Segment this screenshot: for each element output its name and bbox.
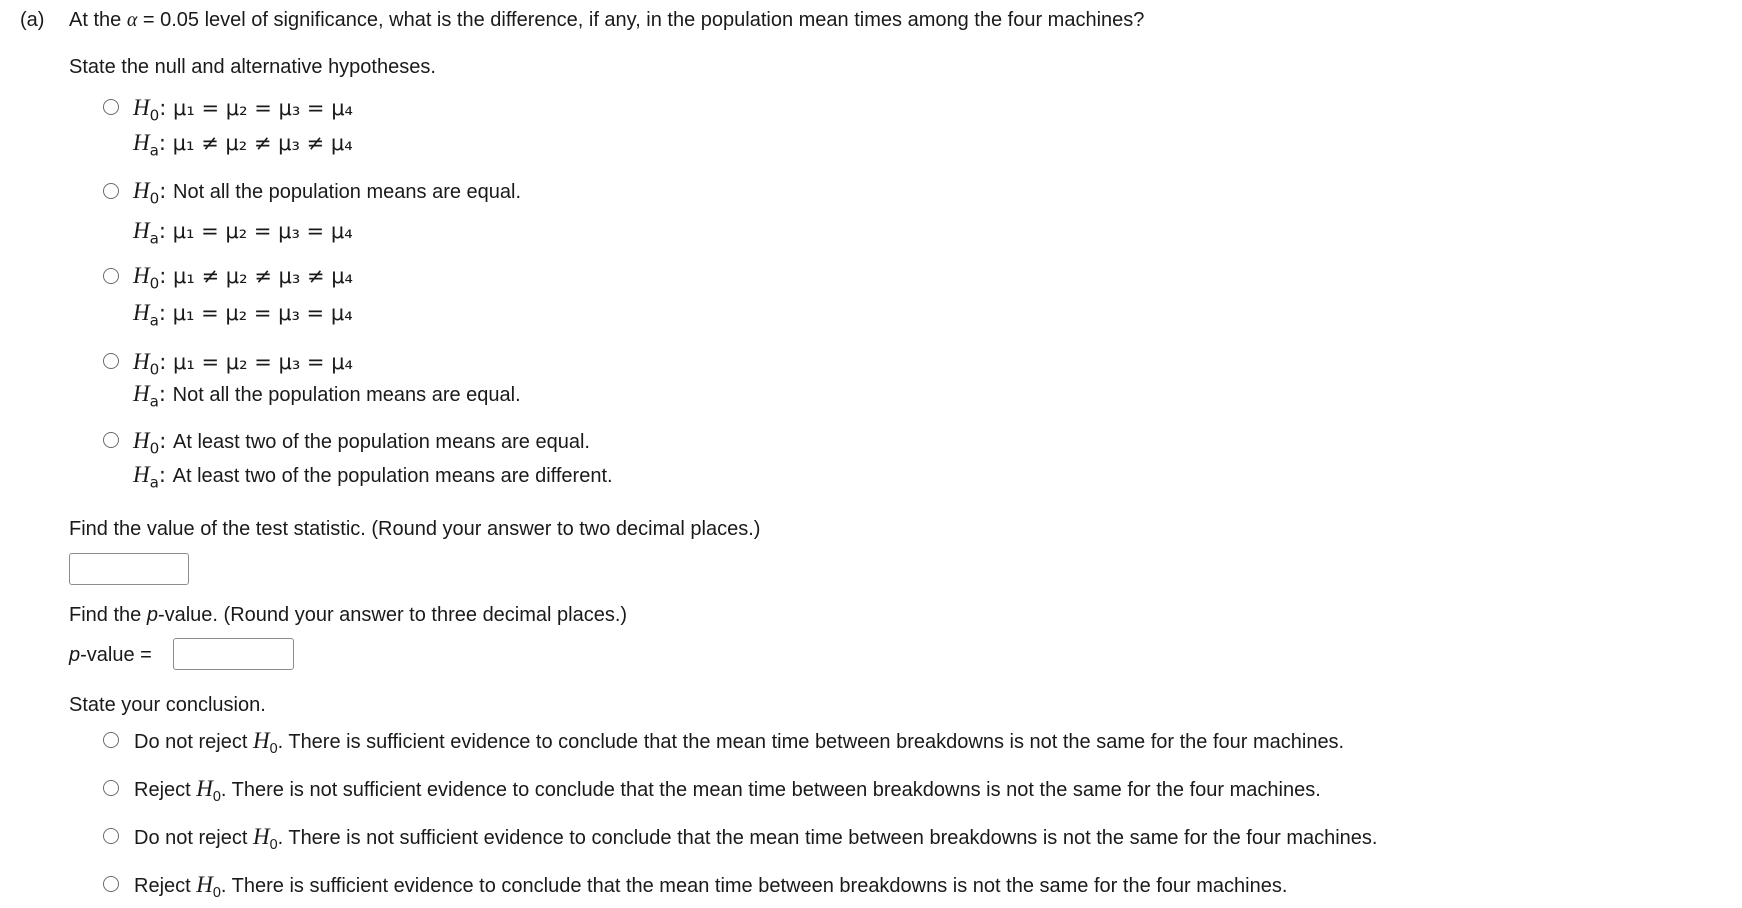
test-statistic-instruction: Find the value of the test statistic. (Round your answer to two decimal places.) — [69, 518, 761, 540]
p-value-input[interactable] — [173, 638, 294, 670]
conclusion-option-2-text: Reject $H_0$. There is not sufficient evidence to conclude that the mean time between breakdowns is not the same for the four machines. — [134, 776, 1321, 806]
conclusion-option-3-text: Do not reject $H_0$. There is not sufficient evidence to conclude that the mean time between breakdowns is not the same for the four machines. — [134, 824, 1378, 854]
conclusion-option-1-text: Do not reject $H_0$. There is sufficient evidence to conclude that the mean time between breakdowns is not the same for the four machines. — [134, 728, 1345, 758]
hypothesis-option-5-radio[interactable] — [103, 432, 119, 448]
conclusion-option-4-radio[interactable] — [103, 876, 119, 892]
conclusion-option-4-text: Reject $H_0$. There is sufficient evidence to conclude that the mean time between breakdowns is not the same for the four machines. — [134, 872, 1288, 902]
hypothesis-option-2-h0: $H_0$: Not all the population means are equal. — [133, 178, 522, 208]
hypothesis-option-2-ha: $H_a$: μ₁ = μ₂ = μ₃ = μ₄ — [133, 218, 353, 248]
conclusion-option-3-radio[interactable] — [103, 828, 119, 844]
test-statistic-input[interactable] — [69, 553, 189, 585]
hypothesis-option-3-ha: $H_a$: μ₁ = μ₂ = μ₃ = μ₄ — [133, 300, 353, 330]
hypothesis-option-4-ha: $H_a$: Not all the population means are equal. — [133, 381, 521, 411]
hypothesis-option-5-h0: $H_0$: At least two of the population means are equal. — [133, 428, 590, 458]
hypothesis-option-4-radio[interactable] — [103, 353, 119, 369]
question-prompt: At the α = 0.05 level of significance, what is the difference, if any, in the population mean times among the four machines? — [69, 9, 1145, 31]
hypothesis-option-1-radio[interactable] — [103, 99, 119, 115]
hypothesis-option-1-h0: $H_0$: μ₁ = μ₂ = μ₃ = μ₄ — [133, 95, 353, 125]
hypothesis-option-5-ha: $H_a$: At least two of the population means are different. — [133, 462, 613, 492]
hypothesis-option-2-radio[interactable] — [103, 183, 119, 199]
p-value-label: p-value = — [69, 644, 152, 666]
hypothesis-option-3-radio[interactable] — [103, 268, 119, 284]
hypothesis-option-4-h0: $H_0$: μ₁ = μ₂ = μ₃ = μ₄ — [133, 349, 353, 379]
conclusion-instruction: State your conclusion. — [69, 694, 266, 716]
hypotheses-instruction: State the null and alternative hypotheses. — [69, 56, 436, 78]
conclusion-option-1-radio[interactable] — [103, 732, 119, 748]
conclusion-option-2-radio[interactable] — [103, 780, 119, 796]
alpha-symbol: α — [126, 9, 138, 31]
hypothesis-option-1-ha: $H_a$: μ₁ ≠ μ₂ ≠ μ₃ ≠ μ₄ — [133, 130, 353, 160]
hypothesis-option-3-h0: $H_0$: μ₁ ≠ μ₂ ≠ μ₃ ≠ μ₄ — [133, 263, 353, 293]
p-value-instruction: Find the p-value. (Round your answer to three decimal places.) — [69, 604, 628, 626]
part-label: (a) — [20, 9, 45, 31]
